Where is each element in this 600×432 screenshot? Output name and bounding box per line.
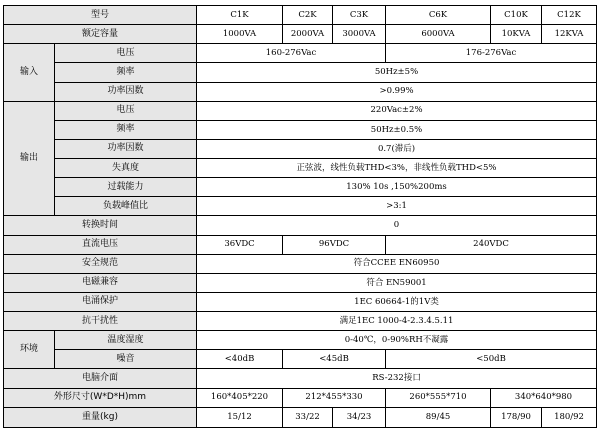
env-humidity-value: 0-40℃，0-90%RH不凝露 (197, 331, 597, 350)
output-category: 输出 (4, 101, 55, 216)
capacity-value: 12KVA (542, 25, 597, 44)
surge-row (4, 292, 597, 311)
dimensions-row (4, 388, 597, 407)
output-overload-value: 130% 10s ,150%200ms (197, 178, 597, 197)
emc-label: 电磁兼容 (4, 273, 197, 292)
immunity-label: 抗干扰性 (4, 312, 197, 331)
weight-value: 15/12 (197, 407, 283, 427)
output-overload-row (4, 178, 597, 197)
capacity-value: 10KVA (491, 25, 542, 44)
input-frequency-row (4, 63, 597, 82)
capacity-row (4, 25, 597, 44)
dc-voltage-value: 240VDC (386, 235, 597, 254)
output-thd-value: 正弦波，线性负载THD<3%，非线性负载THD<5% (197, 159, 597, 178)
env-noise-value: <40dB (197, 350, 283, 369)
model-c1k: C1K (197, 6, 283, 25)
capacity-value: 1000VA (197, 25, 283, 44)
input-frequency-value: 50Hz±5% (197, 63, 597, 82)
dimensions-value: 212*455*330 (283, 388, 386, 407)
env-noise-value: <50dB (386, 350, 597, 369)
dc-voltage-label: 直流电压 (4, 235, 197, 254)
weight-label: 重量(kg) (4, 407, 197, 427)
env-noise-row (4, 350, 597, 369)
capacity-value: 3000VA (333, 25, 386, 44)
input-voltage-row (4, 44, 597, 63)
dimensions-value: 340*640*980 (491, 388, 597, 407)
safety-value: 符合CCEE EN60950 (197, 254, 597, 273)
model-c2k: C2K (283, 6, 333, 25)
model-c3k: C3K (333, 6, 386, 25)
input-voltage-label: 电压 (55, 44, 197, 63)
env-humidity-row (4, 331, 597, 350)
output-frequency-row (4, 120, 597, 139)
weight-value: 180/92 (542, 407, 597, 427)
output-frequency-value: 50Hz±0.5% (197, 120, 597, 139)
input-pf-row (4, 82, 597, 101)
dimensions-label: 外形尺寸(W*D*H)mm (4, 388, 197, 407)
immunity-value: 满足1EC 1000-4-2.3.4.5.11 (197, 312, 597, 331)
dc-voltage-row (4, 235, 597, 254)
capacity-value: 6000VA (386, 25, 491, 44)
weight-row (4, 407, 597, 427)
interface-value: RS-232接口 (197, 369, 597, 388)
output-overload-label: 过载能力 (55, 178, 197, 197)
output-crest-value: >3:1 (197, 197, 597, 216)
dc-voltage-value: 36VDC (197, 235, 283, 254)
output-crest-row (4, 197, 597, 216)
model-c10k: C10K (491, 6, 542, 25)
model-c6k: C6K (386, 6, 491, 25)
dimensions-value: 160*405*220 (197, 388, 283, 407)
surge-value: 1EC 60664-1的1V类 (197, 292, 597, 311)
safety-label: 安全规范 (4, 254, 197, 273)
env-noise-label: 噪音 (55, 350, 197, 369)
env-noise-value: <45dB (283, 350, 386, 369)
output-frequency-label: 频率 (55, 120, 197, 139)
output-crest-label: 负载峰值比 (55, 197, 197, 216)
emc-row (4, 273, 597, 292)
env-humidity-label: 温度湿度 (55, 331, 197, 350)
transfer-label: 转换时间 (4, 216, 197, 235)
surge-label: 电涌保护 (4, 292, 197, 311)
output-pf-row (4, 139, 597, 158)
output-pf-value: 0.7(滞后) (197, 139, 597, 158)
input-pf-label: 功率因数 (55, 82, 197, 101)
dc-voltage-value: 96VDC (283, 235, 386, 254)
input-pf-value: >0.99% (197, 82, 597, 101)
environment-category: 环境 (4, 331, 55, 369)
model-label: 型号 (4, 6, 197, 25)
output-voltage-value: 220Vac±2% (197, 101, 597, 120)
capacity-value: 2000VA (283, 25, 333, 44)
ups-spec-table (3, 5, 597, 428)
emc-value: 符合 EN59001 (197, 273, 597, 292)
output-thd-label: 失真度 (55, 159, 197, 178)
weight-value: 33/22 (283, 407, 333, 427)
weight-value: 89/45 (386, 407, 491, 427)
output-voltage-label: 电压 (55, 101, 197, 120)
input-voltage-high: 176-276Vac (386, 44, 597, 63)
transfer-row (4, 216, 597, 235)
interface-row (4, 369, 597, 388)
input-category: 输入 (4, 44, 55, 101)
immunity-row (4, 312, 597, 331)
model-c12k: C12K (542, 6, 597, 25)
safety-row (4, 254, 597, 273)
weight-value: 178/90 (491, 407, 542, 427)
input-voltage-low: 160-276Vac (197, 44, 386, 63)
output-thd-row (4, 159, 597, 178)
dimensions-value: 260*555*710 (386, 388, 491, 407)
model-row (4, 6, 597, 25)
output-voltage-row (4, 101, 597, 120)
transfer-value: 0 (197, 216, 597, 235)
interface-label: 电脑介面 (4, 369, 197, 388)
weight-value: 34/23 (333, 407, 386, 427)
output-pf-label: 功率因数 (55, 139, 197, 158)
capacity-label: 额定容量 (4, 25, 197, 44)
input-frequency-label: 频率 (55, 63, 197, 82)
